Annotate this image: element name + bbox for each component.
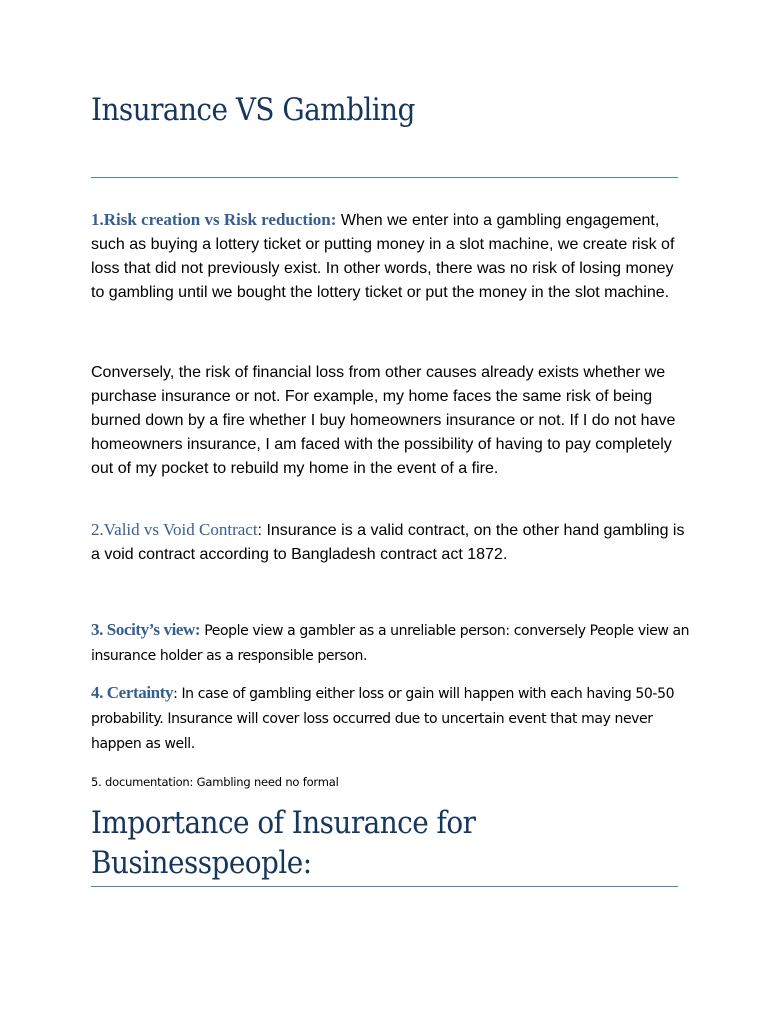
section-documentation: [91, 770, 691, 794]
title-divider: [91, 177, 678, 178]
section-text: : Insurance is a valid contract, on the other hand gambling is a void contract according to Bangladesh contract act 1872.: [91, 522, 685, 563]
section-heading: 2.Valid vs Void Contract: [91, 520, 258, 539]
paragraph-text: Conversely, the risk of financial loss from other causes already exists whether we purchase insurance or not. For example, my home faces the same risk of being burned down by a fire whether I buy homeowners insurance or not. If I do not have homeowners insurance, I am faced with the possibility of having to pay completely out of my pocket to rebuild my home in the event of a fire.: [91, 364, 676, 477]
section-society-view: [91, 617, 691, 669]
section-risk-paragraph-2: [91, 361, 691, 481]
document-title: Insurance VS Gambling: [91, 92, 415, 128]
section-heading: 4. Certainty: [91, 683, 174, 702]
section-risk-creation: [91, 208, 691, 305]
section-text: When we enter into a gambling engagement, such as buying a lottery ticket or putting money in a slot machine, we create risk of loss that did not previously exist. In other words, there was no risk of losing money to gambling until we bought the lottery ticket or put the money in the slot machine.: [91, 212, 675, 301]
section-certainty: [91, 680, 691, 757]
section-valid-void-contract: [91, 518, 691, 567]
section-heading: 3. Socity’s view:: [91, 620, 201, 639]
section-heading: 1.Risk creation vs Risk reduction:: [91, 210, 337, 229]
section-text: 5. documentation: Gambling need no formal: [91, 775, 339, 789]
section-text: People view a gambler as a unreliable person: conversely People view an insurance holder as a responsible person.: [91, 623, 690, 664]
heading2-divider: [91, 886, 678, 887]
importance-heading: Importance of Insurance for Businesspeople:: [91, 805, 476, 881]
section-text: : In case of gambling either loss or gain will happen with each having 50-50 probability. Insurance will cover loss occurred due to uncertain event that may never happen as well.: [91, 686, 675, 752]
